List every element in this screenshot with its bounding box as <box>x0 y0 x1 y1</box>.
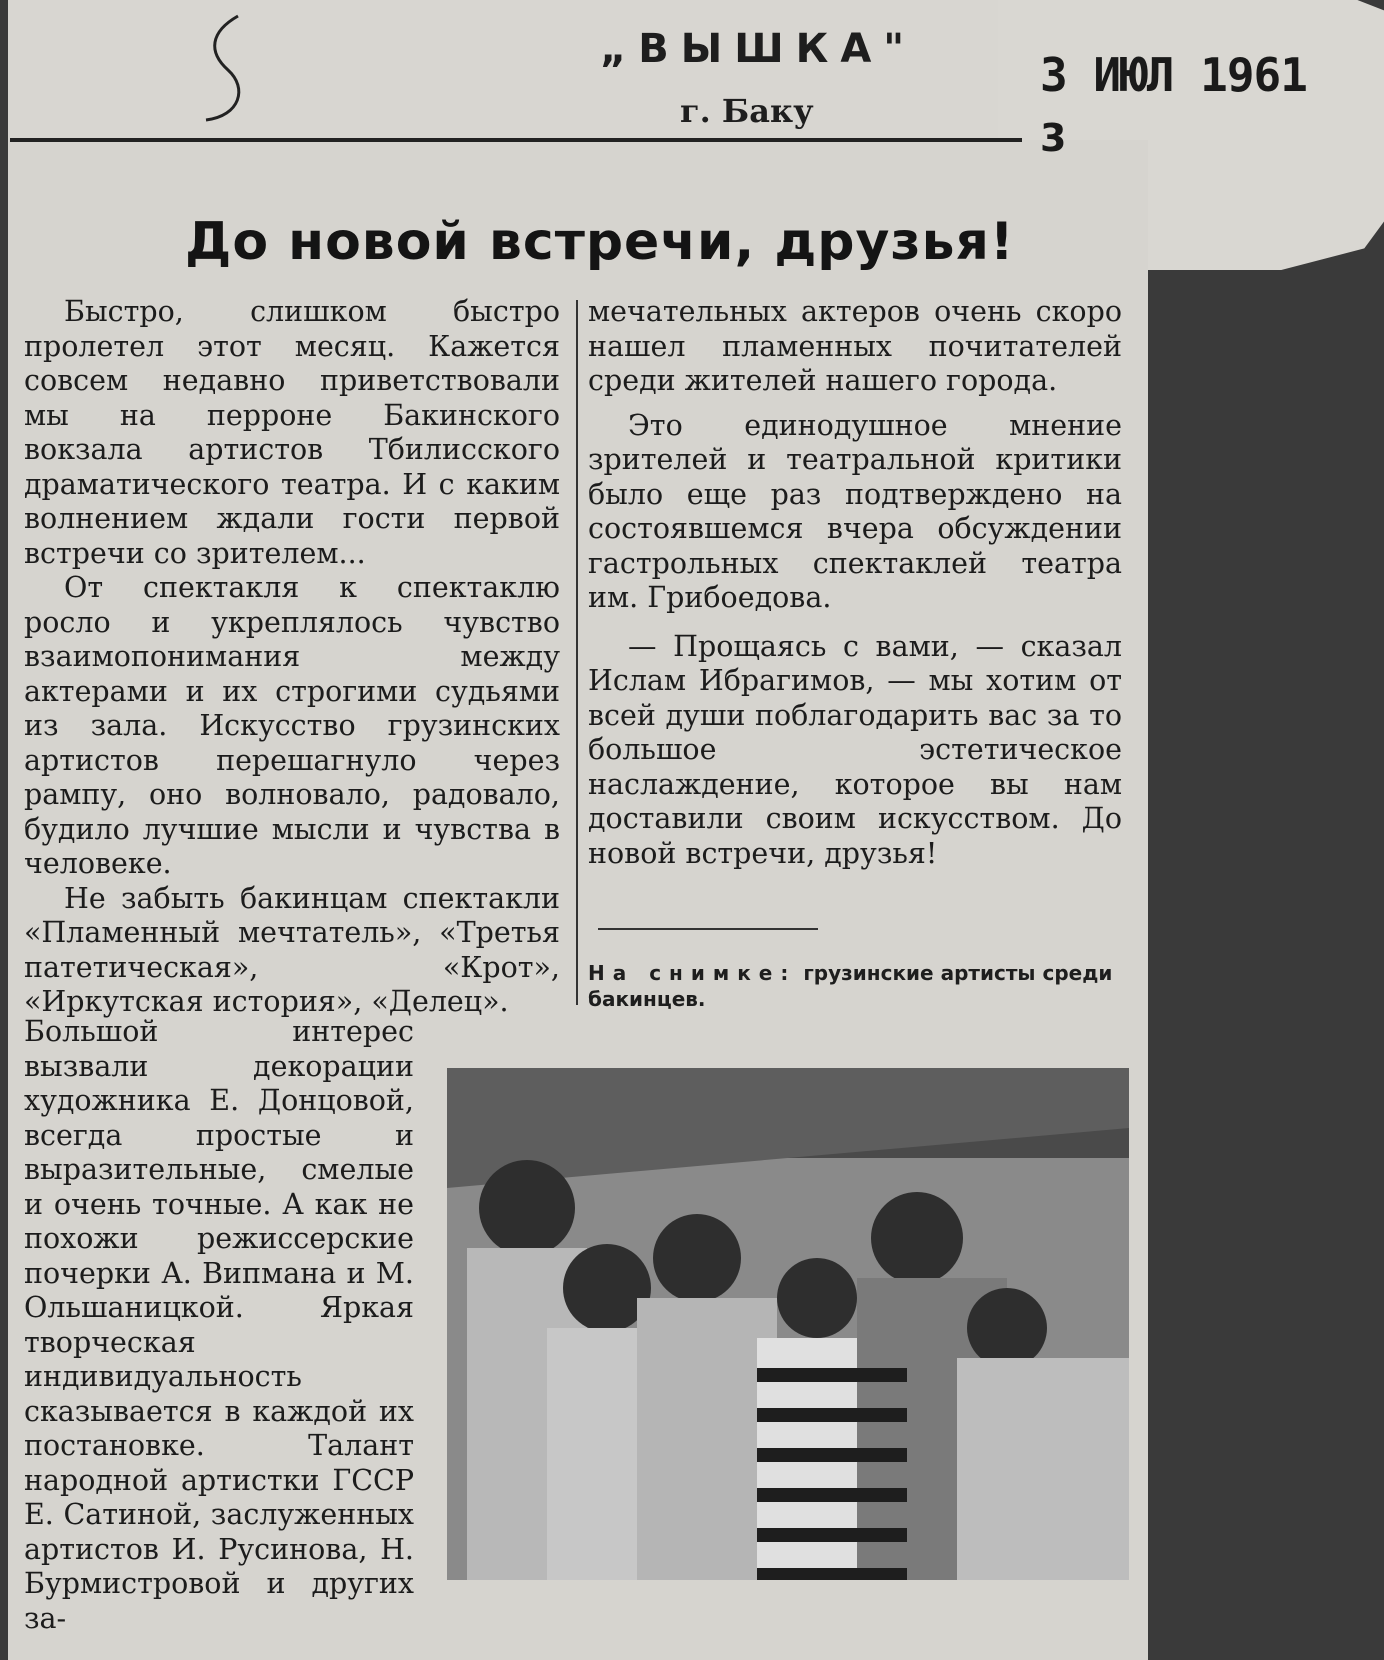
caption-rule <box>598 928 818 930</box>
article-headline: До новой встречи, друзья! <box>185 212 1015 272</box>
paragraph: Быстро, слишком быстро пролетел этот месяц. Кажется совсем недавно приветствовали мы на перроне Бакинского вокзала артистов Тбилисского драматического театра. И с каким волнением ждали гости первой встречи со зрителем... <box>24 295 560 570</box>
date-stamp: 3 ИЮЛ 1961 <box>1040 48 1307 102</box>
article-column-left <box>24 295 560 1020</box>
paragraph: мечательных актеров очень скоро нашел пламенных почитателей среди жителей нашего города. <box>588 295 1122 397</box>
article-column-left-narrow <box>24 1015 414 1636</box>
header-rule <box>10 138 1022 142</box>
paragraph: Это единодушное мнение зрителей и театральной критики было еще раз подтверждено на состоявшемся вчера обсуждении гастрольных спектаклей театра им. Грибоедова. <box>588 408 1122 614</box>
stamp-number: 3 <box>1040 116 1067 160</box>
handwritten-mark <box>200 12 260 132</box>
newspaper-name: „ВЫШКА" <box>600 26 917 72</box>
caption-lead: На снимке: <box>588 961 797 985</box>
paragraph: Большой интерес вызвали декорации художника Е. Донцовой, всегда простые и выразительные, смелые и очень точные. А как не похожи режиссерские почерки А. Випмана и М. Ольшаницкой. Яркая творческая индивидуальность сказывается в каждой их постановке. Талант народной артистки ГССР Е. Сатиной, заслуженных артистов И. Русинова, Н. Бурмистровой и других за- <box>24 1015 414 1635</box>
photo-caption <box>588 960 1122 1012</box>
paragraph: От спектакля к спектаклю росло и укреплялось чувство взаимопонимания между актерами и их строгими судьями из зала. Искусство грузинских артистов перешагнуло через рампу, оно волновало, радовало, будило лучшие мысли и чувства в человеке. <box>24 571 560 880</box>
newspaper-city: г. Баку <box>680 92 814 130</box>
group-photo <box>447 1068 1129 1580</box>
article-column-right <box>588 295 1122 871</box>
paragraph: — Прощаясь с вами, — сказал Ислам Ибрагимов, — мы хотим от всей души поблагодарить вас за то большое эстетическое наслаждение, которое вы нам доставили своим искусством. До новой встречи, друзья! <box>588 629 1122 870</box>
caption-text: грузинские артисты среди бакинцев. <box>588 961 1113 1011</box>
paragraph: Не забыть бакинцам спектакли «Пламенный мечтатель», «Третья патетическая», «Крот», «Иркутская история», «Делец». <box>24 881 560 1018</box>
column-divider <box>576 300 578 1005</box>
